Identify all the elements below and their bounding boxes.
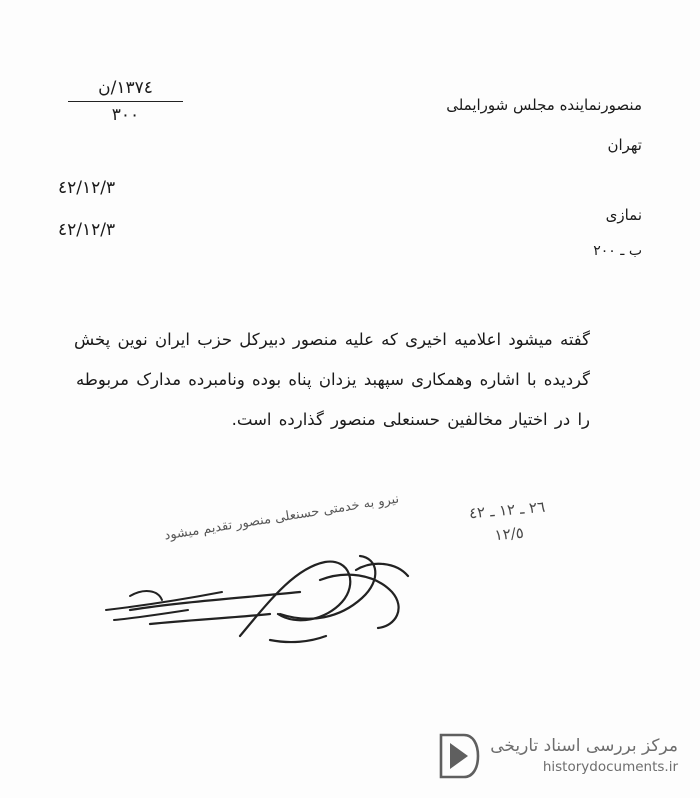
footer-text [490,735,678,776]
signature-area [0,470,700,690]
signature-date-top: ٢٦ ـ ١٢ ـ ٤٢ [468,497,546,523]
body-line-3: را در اختیار مخالفین حسنعلی منصور گذارده است. [231,410,590,429]
initials-icon [100,580,230,630]
reference-number-top: ١٣٧٤/ن [68,78,183,102]
document-date-1: ٤٢/١٢/٣ [58,178,116,198]
footer-site-name: مرکز بررسی اسناد تاریخی [490,736,678,757]
footer-watermark [438,732,678,780]
document-date-2: ٤٢/١٢/٣ [58,220,116,240]
archive-logo-icon [438,732,480,780]
addressee-line-1: منصورنماینده مجلس شورایملی [446,96,642,114]
signature-note: نیرو به خدمتی حسنعلی منصور تقدیم میشود [162,491,400,544]
body-line-2: گردیده با اشاره وهمکاری سپهبد یزدان پناه بوده ونامبرده مدارک مربوطه [75,370,590,389]
signature-date [468,495,548,549]
addressee-line-3: نمازی [605,206,642,224]
body-line-1: گفته میشود اعلامیه اخیری که علیه منصور دبیرکل حزب ایران نوین پخش [73,330,590,349]
reference-number [68,78,183,127]
addressee-line-4: ب ـ ٢٠٠ [593,243,642,259]
document-body [73,320,590,440]
footer-site-url: historydocuments.ir [542,759,678,776]
reference-number-bottom: ٣٠٠ [111,105,140,126]
addressee-line-2: تهران [607,136,642,154]
signature-date-bottom: ١٢/٥ [493,523,525,545]
